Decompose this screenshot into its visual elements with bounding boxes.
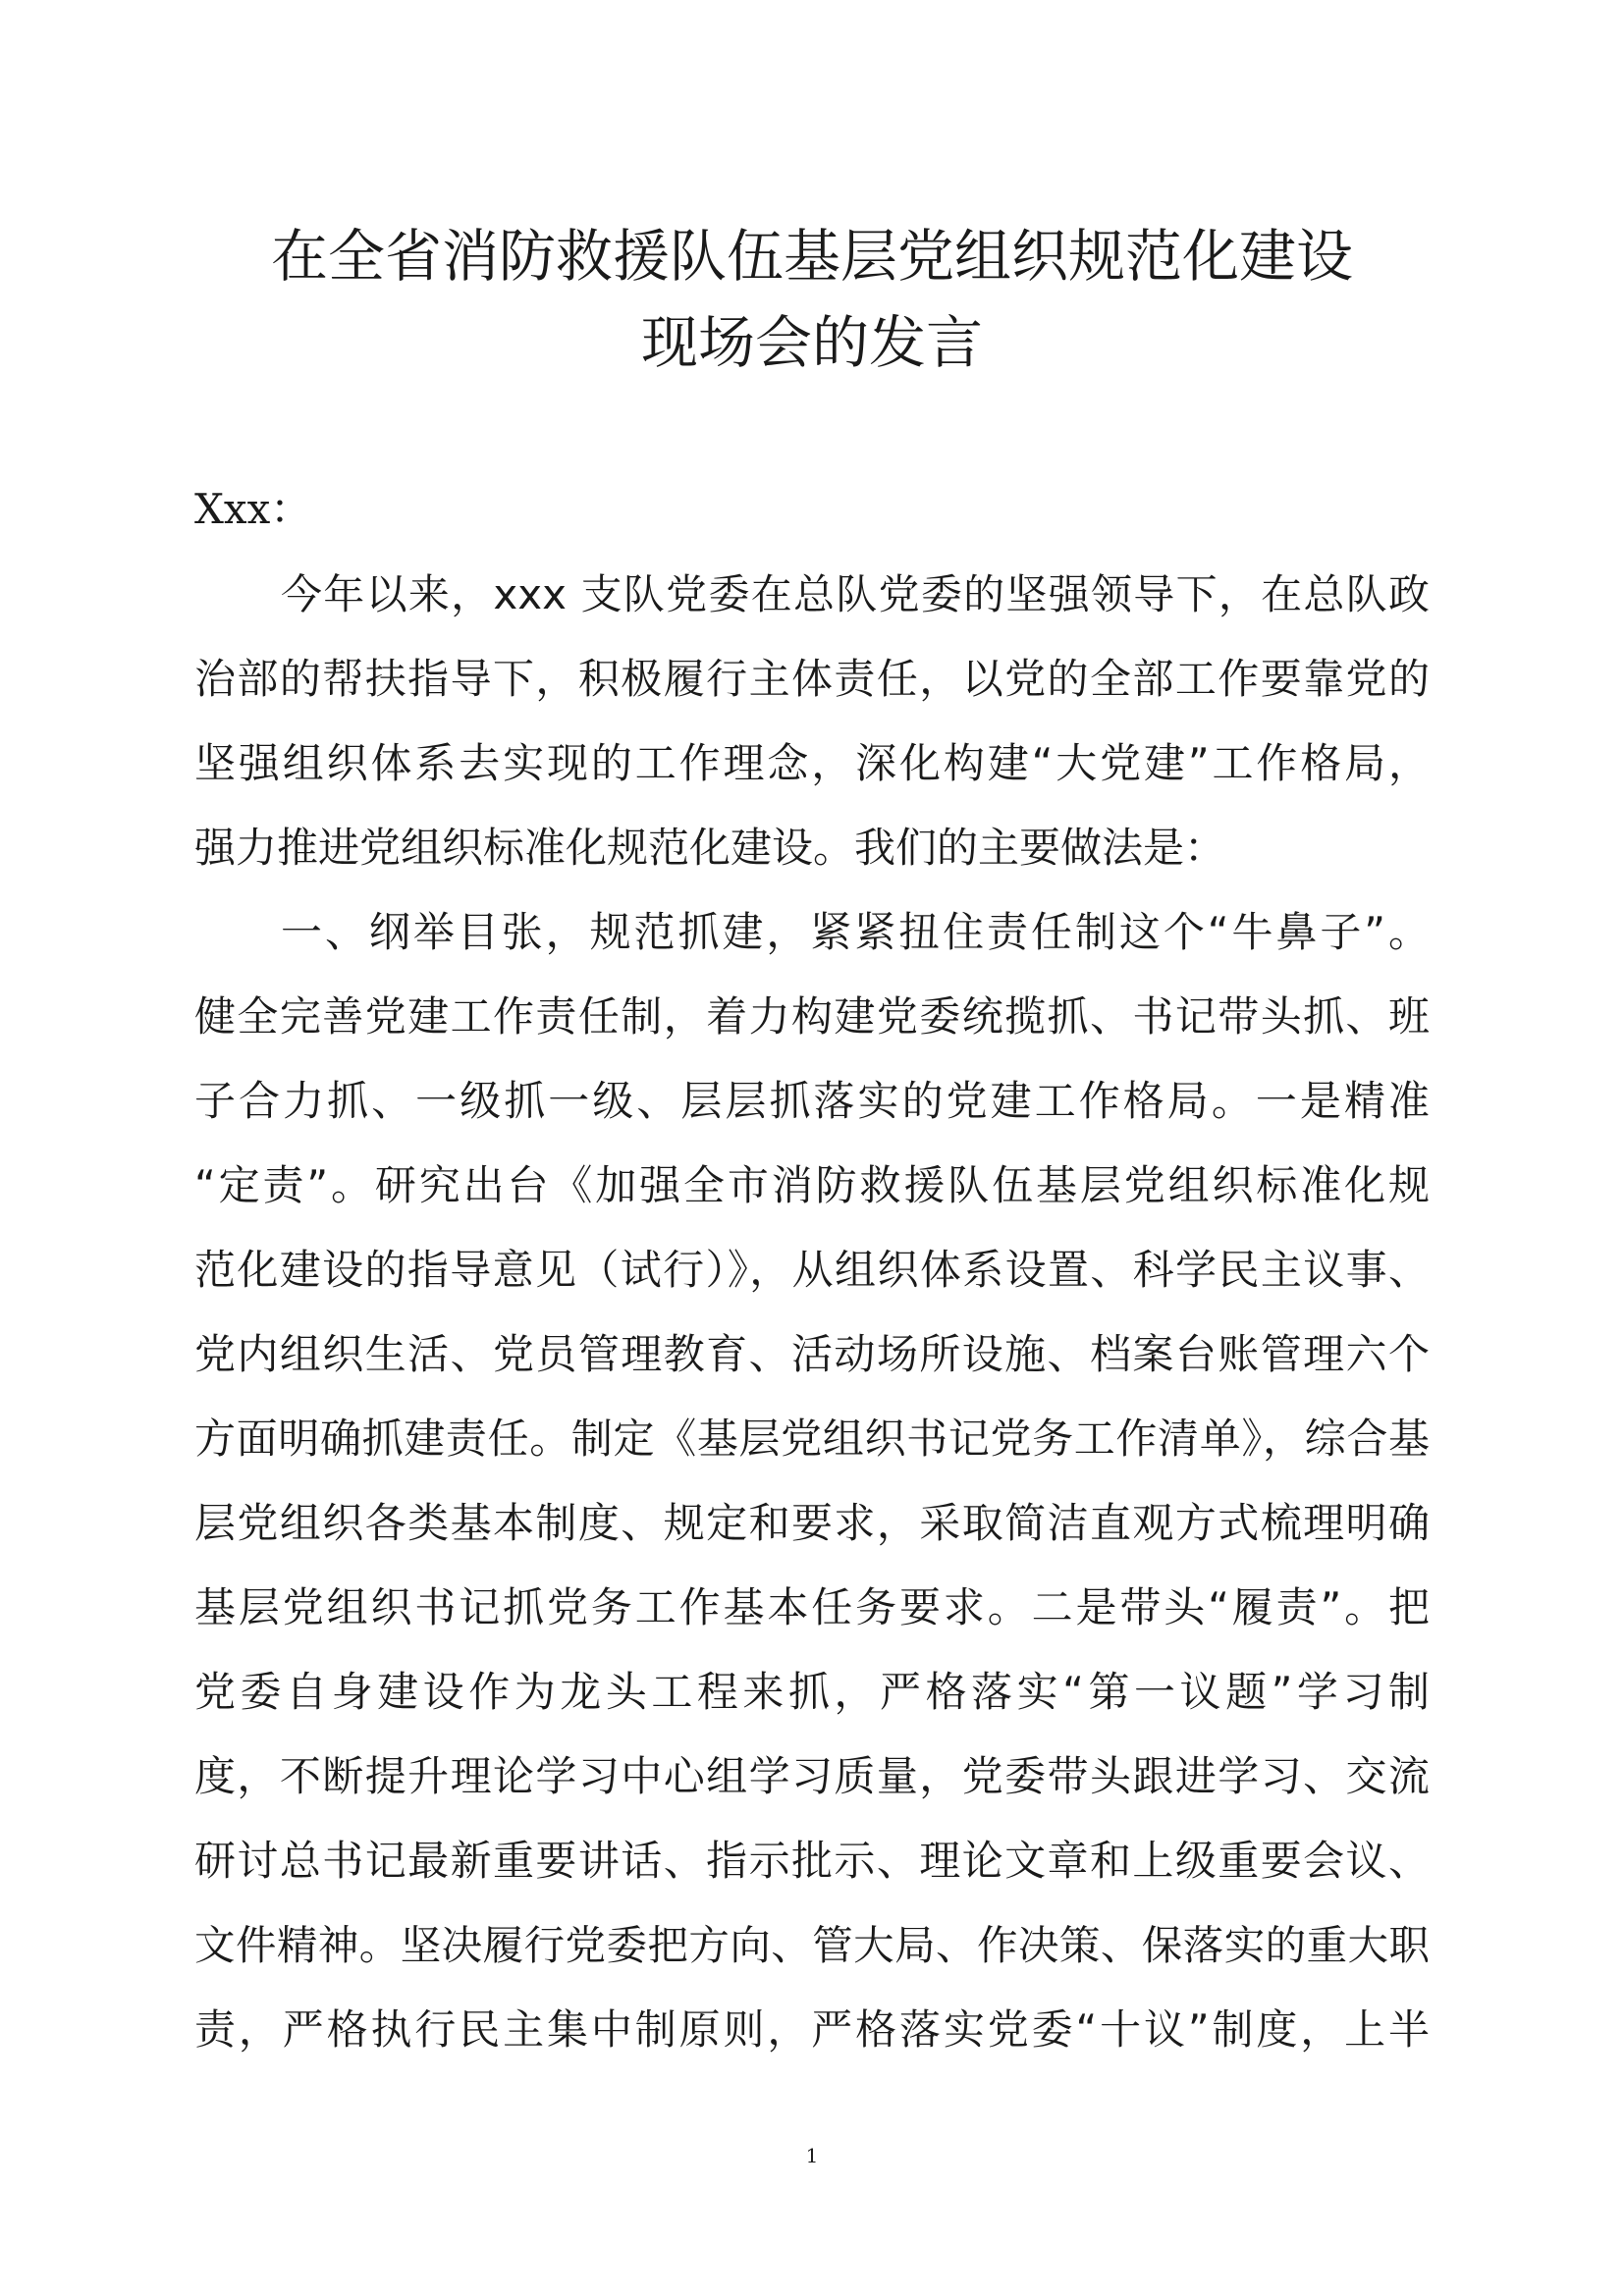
paragraph-line: 今年以来，xxx 支队党委在总队党委的坚强领导下，在总队政	[281, 570, 1430, 618]
paragraph-line: 党委自身建设作为龙头工程来抓，严格落实“第一议题”学习制	[194, 1668, 1430, 1716]
paragraph-line: “定责”。研究出台《加强全市消防救援队伍基层党组织标准化规	[194, 1161, 1430, 1209]
paragraph-line: 文件精神。坚决履行党委把方向、管大局、作决策、保落实的重大职	[194, 1921, 1430, 1969]
document-title-line-2: 现场会的发言	[640, 309, 983, 376]
paragraph-line: 强力推进党组织标准化规范化建设。我们的主要做法是：	[194, 824, 1226, 872]
paragraph-line: 子合力抓、一级抓一级、层层抓落实的党建工作格局。一是精准	[194, 1077, 1430, 1125]
paragraph-line: 一、纲举目张，规范抓建，紧紧扭住责任制这个“牛鼻子”。	[281, 908, 1430, 956]
page-number: 1	[805, 2144, 819, 2167]
paragraph-line: 度，不断提升理论学习中心组学习质量，党委带头跟进学习、交流	[194, 1752, 1430, 1800]
paragraph-line: 坚强组织体系去实现的工作理念，深化构建“大党建”工作格局，	[194, 739, 1430, 787]
paragraph-line: 健全完善党建工作责任制，着力构建党委统揽抓、书记带头抓、班	[194, 992, 1430, 1041]
paragraph-line: 党内组织生活、党员管理教育、活动场所设施、档案台账管理六个	[194, 1330, 1430, 1378]
paragraph-line: 责，严格执行民主集中制原则，严格落实党委“十议”制度，上半	[194, 2005, 1430, 2054]
paragraph-line: 层党组织各类基本制度、规定和要求，采取简洁直观方式梳理明确	[194, 1499, 1430, 1547]
paragraph-line: 基层党组织书记抓党务工作基本任务要求。二是带头“履责”。把	[194, 1583, 1430, 1631]
document-title-line-1: 在全省消防救援队伍基层党组织规范化建设	[270, 223, 1353, 290]
paragraph-line: 治部的帮扶指导下，积极履行主体责任，以党的全部工作要靠党的	[194, 655, 1430, 703]
paragraph-line: 方面明确抓建责任。制定《基层党组织书记党务工作清单》，综合基	[194, 1415, 1430, 1463]
paragraph-line: 研讨总书记最新重要讲话、指示批示、理论文章和上级重要会议、	[194, 1837, 1430, 1885]
paragraph-line: 范化建设的指导意见（试行）》，从组织体系设置、科学民主议事、	[194, 1246, 1430, 1294]
salutation: Xxx：	[194, 485, 312, 533]
